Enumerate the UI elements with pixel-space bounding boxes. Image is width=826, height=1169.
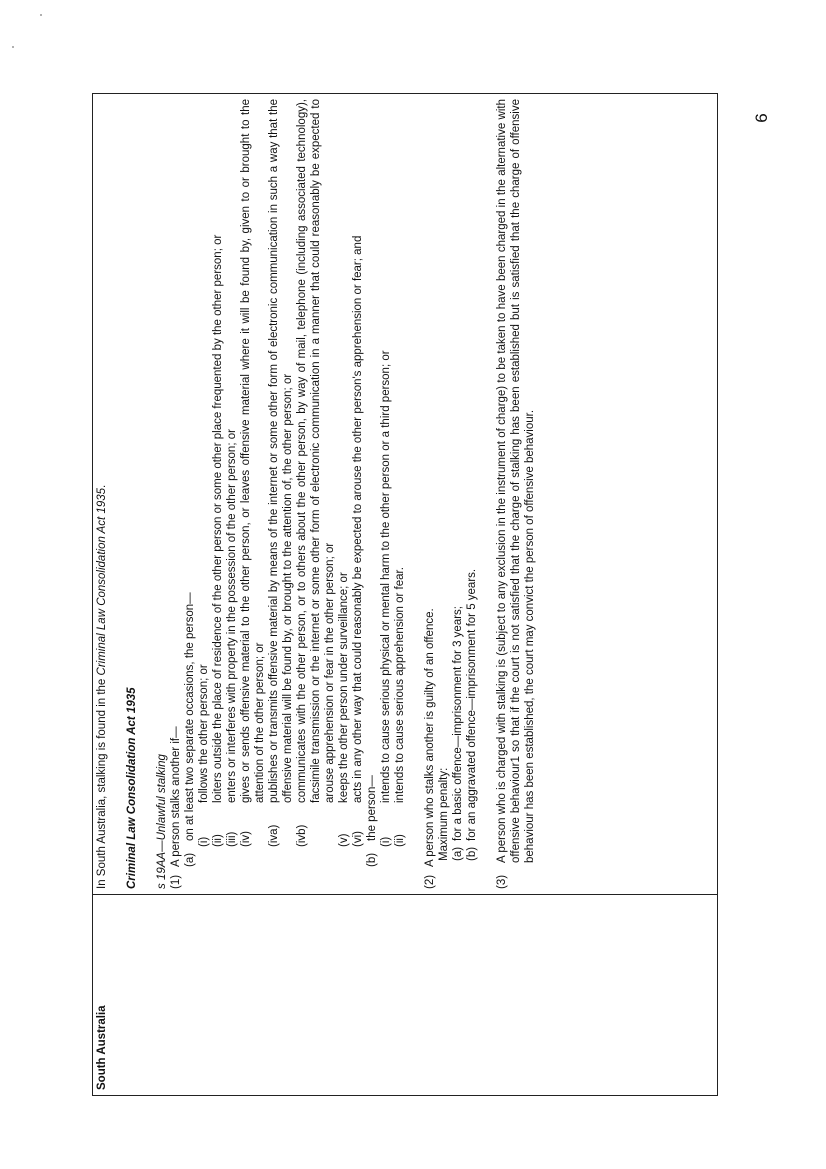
paragraph-text: on at least two separate occasions, the person— [184,592,196,841]
penalty-label: Maximum penalty: [438,767,450,861]
subsection-text: A person who stalks another is guilty of an offence. [424,608,436,867]
subsection-text: A person who is charged with stalking is (subject to any exclusion in the instrument of charge) to be taken to have been charged in the alternative with offensive behaviour1 so that if the court is not satisfied that the charge of stalking has been established but is satisfied that the charge of offensive behaviour has been established, the court may convict the person of offensive behaviour. [496,99,536,863]
provision-cell [93,94,718,895]
subsection-1 [169,99,183,889]
section-title: s 19AA—Unlawful stalking [156,754,168,889]
subsection-number: (1) [170,874,182,889]
list-item: (ivb) communicates with the other person, or to others about the other person, by way of mail, telephone (including associated technology), facsimile transmission or the internet or some other form of electronic communication in a manner that could reasonably be expected to arouse apprehension or fear in the other person; or [296,99,336,847]
list-item: (ii) loiters outside the place of residence of the other person or some other place frequented by the other person; or [212,234,224,847]
paragraph-b [365,99,379,889]
act-heading: Criminal Law Consolidation Act 1935 [126,687,138,889]
subsection-number: (3) [496,874,508,889]
table-row [93,94,718,1096]
subsection-3 [495,99,537,889]
page-number: 9 [751,113,771,123]
jurisdiction-cell: South Australia [93,895,718,1096]
list-item: (v) keeps the other person under surveillance; or [338,572,350,847]
list-item: (vi) acts in any other way that could reasonably be expected to arouse the other person's apprehension or fear; and [352,235,364,847]
paragraph-a [183,99,197,889]
penalty-item: (a) for a basic offence—imprisonment for 3 years; [452,605,464,861]
paragraph-number: (a) [184,852,196,867]
list-item: (i) intends to cause serious physical or mental harm to the other person or a third person; or [380,350,392,847]
list-item: (ii) intends to cause serious apprehension or fear. [394,567,406,847]
scan-speck [12,46,14,48]
list-item: (i) follows the other person; or [198,664,210,847]
penalty-item: (b) for an aggravated offence—imprisonment for 5 years. [466,568,478,861]
legislation-table [92,93,718,1096]
subsection-2 [423,99,437,889]
list-item: (iv) gives or sends offensive material to the other person, or leaves offensive material where it will be found by, given to or brought to the attention of the other person; or [240,99,266,847]
paragraph-text: the person— [366,775,378,841]
list-item: (iva) publishes or transmits offensive material by means of the internet or some other form of electronic communication in such a way that the offensive material will be found by, or brought to the attention of, the other person; or [268,99,294,847]
scan-speck [40,14,42,16]
subsection-number: (2) [424,874,436,889]
list-item: (iii) enters or interferes with property in the possession of the other person; or [226,429,238,847]
subsection-text: A person stalks another if— [170,726,182,867]
intro-act-name: Criminal Law Consolidation Act 1935 [96,487,108,676]
rotated-table-region [92,93,718,1096]
intro-text: In South Australia, stalking is found in the Criminal Law Consolidation Act 1935. [96,484,108,889]
paragraph-number: (b) [366,852,378,867]
